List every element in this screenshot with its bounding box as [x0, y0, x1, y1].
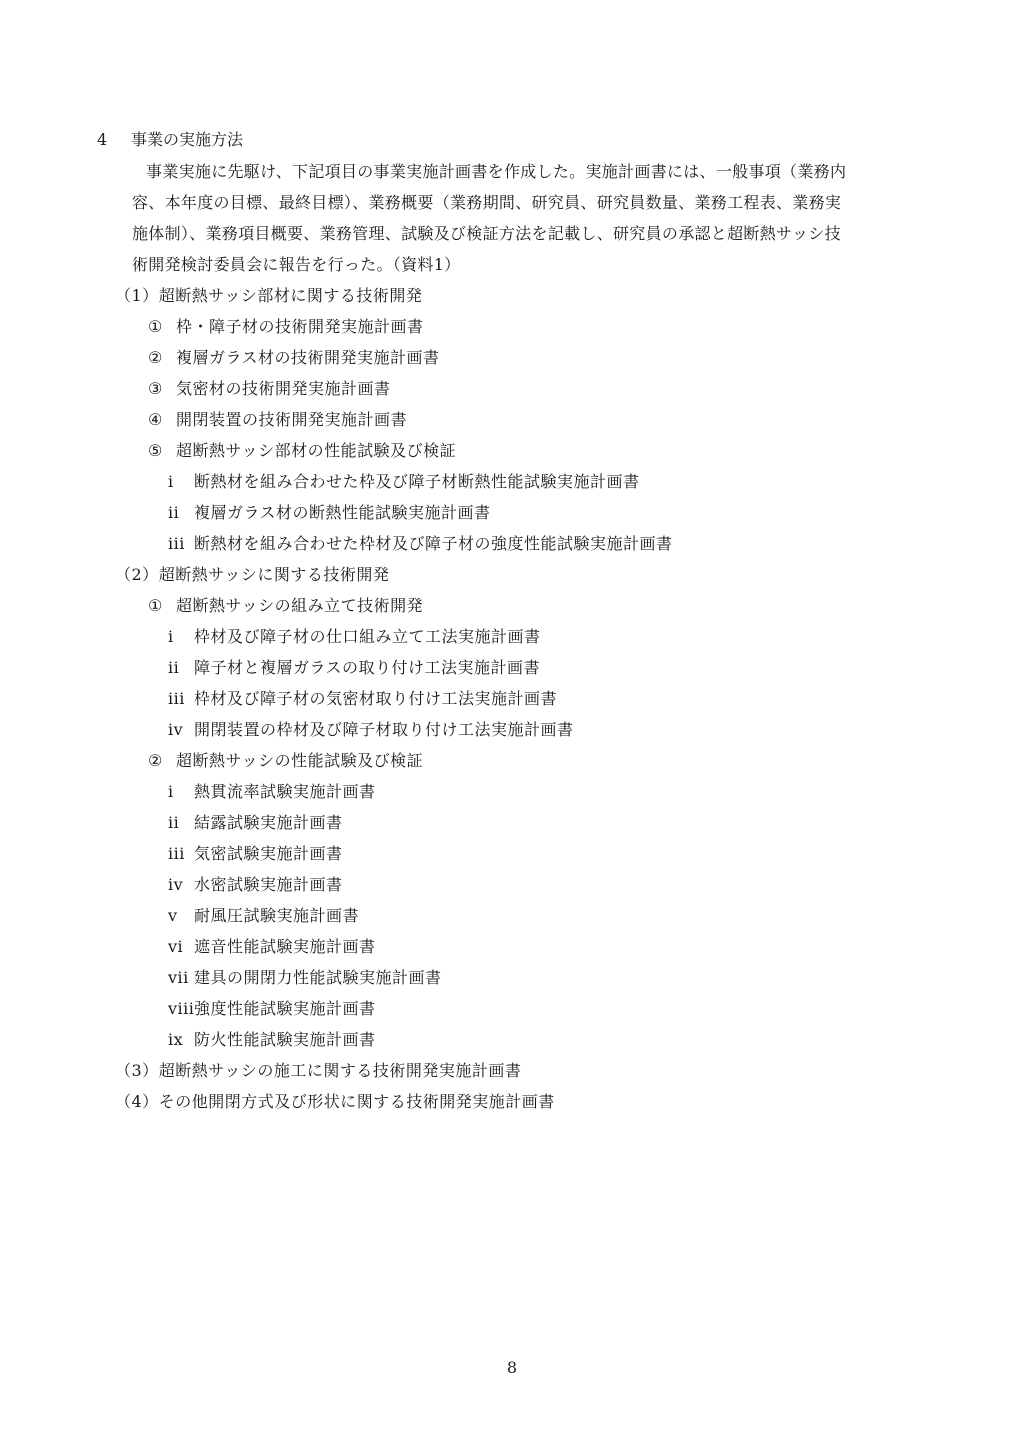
item-marker: （3） — [115, 1061, 159, 1080]
item-text: 超断熱サッシの施工に関する技術開発実施計画書 — [158, 1061, 522, 1080]
item-text: 断熱材を組み合わせた枠材及び障子材の強度性能試験実施計画書 — [194, 534, 673, 553]
item-text: 熱貫流率試験実施計画書 — [194, 782, 376, 801]
item-marker: iii — [168, 689, 185, 708]
item-text: 開閉装置の枠材及び障子材取り付け工法実施計画書 — [194, 720, 574, 739]
item-marker: ii — [168, 503, 180, 522]
list-item-level2 — [148, 379, 391, 399]
item-text: 障子材と複層ガラスの取り付け工法実施計画書 — [194, 658, 541, 677]
section-number: 4 — [97, 130, 108, 149]
list-item-level3 — [168, 472, 640, 492]
item-marker: ② — [148, 751, 163, 770]
item-text: 枠・障子材の技術開発実施計画書 — [176, 317, 424, 336]
item-marker: vi — [168, 937, 184, 956]
item-marker: ii — [168, 813, 180, 832]
item-text: 遮音性能試験実施計画書 — [194, 937, 376, 956]
item-marker: iii — [168, 534, 185, 553]
item-marker: ① — [148, 596, 163, 615]
item-marker: i — [168, 472, 174, 491]
list-item-level3 — [168, 627, 541, 647]
list-item-level3 — [168, 534, 673, 554]
list-item-level2 — [148, 348, 440, 368]
paragraph-line: 容、本年度の目標、最終目標）、業務概要（業務期間、研究員、研究員数量、業務工程表、業務実 — [132, 193, 842, 212]
item-text: 枠材及び障子材の気密材取り付け工法実施計画書 — [194, 689, 558, 708]
item-text: 建具の開閉力性能試験実施計画書 — [194, 968, 442, 987]
section-title: 事業の実施方法 — [131, 130, 244, 149]
item-text: 気密材の技術開発実施計画書 — [176, 379, 391, 398]
list-item-level2 — [148, 596, 423, 616]
list-item-level3 — [168, 906, 359, 926]
item-text: 超断熱サッシに関する技術開発 — [158, 565, 390, 584]
item-marker: ④ — [148, 410, 163, 429]
item-marker: （2） — [115, 565, 159, 584]
list-item-level2 — [148, 410, 407, 430]
item-text: 超断熱サッシの性能試験及び検証 — [176, 751, 424, 770]
paragraph-line: 術開発検討委員会に報告を行った。（資料1） — [132, 255, 461, 274]
item-marker: viii — [168, 999, 195, 1018]
list-item-level3 — [168, 689, 557, 709]
list-item-level1 — [115, 1061, 521, 1081]
item-marker: iii — [168, 844, 185, 863]
list-item-level1 — [115, 565, 389, 585]
list-item-level3 — [168, 1030, 376, 1050]
page-number: 8 — [506, 1358, 518, 1377]
item-text: その他開閉方式及び形状に関する技術開発実施計画書 — [158, 1092, 555, 1111]
paragraph-line: 施体制）、業務項目概要、業務管理、試験及び検証方法を記載し、研究員の承認と超断熱サッシ技 — [132, 224, 841, 243]
item-text: 気密試験実施計画書 — [194, 844, 343, 863]
item-text: 複層ガラス材の技術開発実施計画書 — [176, 348, 440, 367]
item-text: 超断熱サッシ部材に関する技術開発 — [158, 286, 423, 305]
section-heading — [97, 130, 243, 150]
list-item-level3 — [168, 813, 343, 833]
item-marker: i — [168, 627, 174, 646]
item-text: 防火性能試験実施計画書 — [194, 1030, 376, 1049]
item-marker: （4） — [115, 1092, 159, 1111]
list-item-level3 — [168, 999, 376, 1019]
list-item-level1 — [115, 1092, 555, 1112]
item-marker: iv — [168, 875, 184, 894]
item-marker: ③ — [148, 379, 163, 398]
list-item-level3 — [168, 937, 376, 957]
list-item-level3 — [168, 782, 376, 802]
item-marker: ② — [148, 348, 163, 367]
item-marker: ⑤ — [148, 441, 163, 460]
list-item-level3 — [168, 720, 574, 740]
item-text: 超断熱サッシの組み立て技術開発 — [176, 596, 424, 615]
item-marker: （1） — [115, 286, 159, 305]
paragraph-line: 事業実施に先駆け、下記項目の事業実施計画書を作成した。実施計画書には、一般事項（業務内 — [146, 162, 847, 181]
item-marker: ix — [168, 1030, 184, 1049]
item-text: 複層ガラス材の断熱性能試験実施計画書 — [194, 503, 491, 522]
list-item-level3 — [168, 503, 491, 523]
list-item-level3 — [168, 968, 442, 988]
item-marker: v — [168, 906, 178, 925]
list-item-level3 — [168, 875, 343, 895]
list-item-level2 — [148, 317, 424, 337]
item-text: 断熱材を組み合わせた枠及び障子材断熱性能試験実施計画書 — [194, 472, 640, 491]
item-text: 水密試験実施計画書 — [194, 875, 343, 894]
item-text: 枠材及び障子材の仕口組み立て工法実施計画書 — [194, 627, 541, 646]
item-marker: ii — [168, 658, 180, 677]
list-item-level1 — [115, 286, 422, 306]
item-text: 強度性能試験実施計画書 — [194, 999, 376, 1018]
item-marker: iv — [168, 720, 184, 739]
item-marker: i — [168, 782, 174, 801]
list-item-level2 — [148, 751, 423, 771]
item-text: 結露試験実施計画書 — [194, 813, 343, 832]
item-text: 開閉装置の技術開発実施計画書 — [176, 410, 408, 429]
item-text: 超断熱サッシ部材の性能試験及び検証 — [176, 441, 457, 460]
list-item-level3 — [168, 658, 540, 678]
item-text: 耐風圧試験実施計画書 — [194, 906, 360, 925]
list-item-level3 — [168, 844, 343, 864]
item-marker: ① — [148, 317, 163, 336]
list-item-level2 — [148, 441, 456, 461]
item-marker: vii — [168, 968, 189, 987]
